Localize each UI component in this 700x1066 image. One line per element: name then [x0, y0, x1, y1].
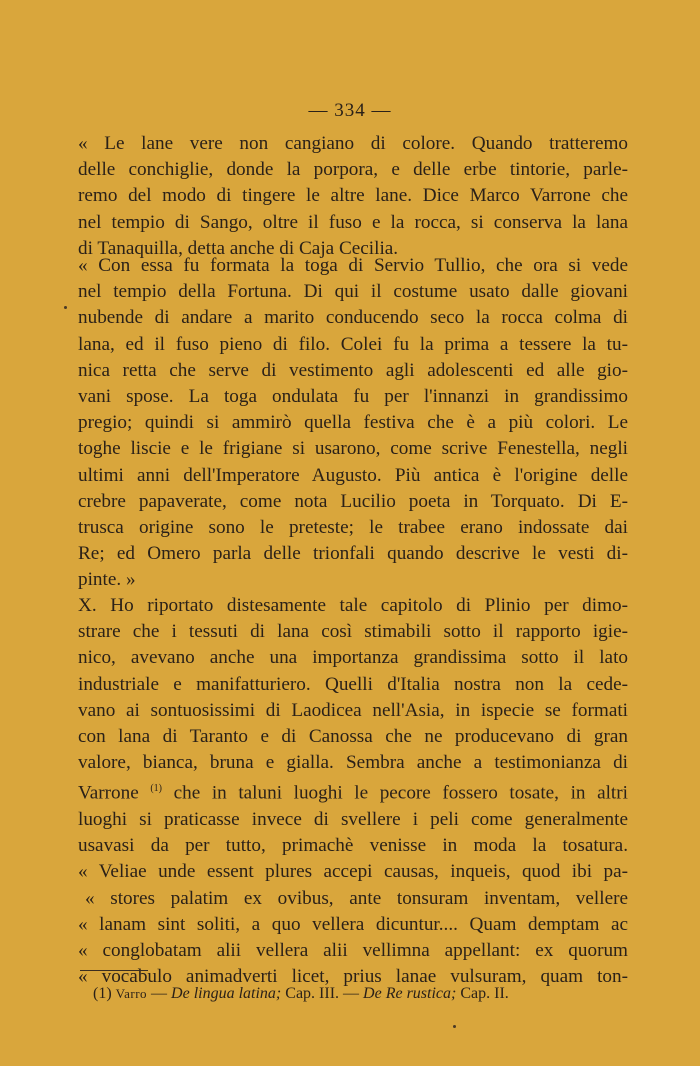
footnote-marker: (1): [93, 985, 112, 1002]
text-line: « Con essa fu formata la toga di Servio Tullio, che ora si vede: [78, 255, 628, 276]
footnote-work-title: De lingua latina;: [171, 985, 282, 1002]
text-line: « Le lane vere non cangiano di colore. Quando tratteremo: [78, 133, 628, 154]
text-line: pregio; quindi si ammirò quella festiva che è a più colori. Le: [78, 412, 628, 434]
footnote-reference: (1): [150, 783, 162, 795]
text-line: trusca origine sono le preteste; le trabee erano indossate dai: [78, 517, 628, 539]
footnote-chapter: Cap. II.: [460, 985, 509, 1002]
text-line: nico, avevano anche una importanza grandissima sotto il lato: [78, 647, 628, 669]
text-line-with-footnote-ref: [78, 776, 628, 807]
paper-speck: [453, 1025, 456, 1028]
text-segment: Varrone: [78, 782, 139, 804]
paragraph-3: [78, 593, 628, 990]
text-line: « stores palatim ex ovibus, ante tonsuram inventam, vellere: [85, 887, 628, 909]
footnote-dash: —: [151, 985, 168, 1002]
text-line: vani spose. La toga ondulata fu per l'innanzi in grandissimo: [78, 386, 628, 408]
footnote-chapter: Cap. III.: [285, 985, 340, 1002]
text-line: « vocabulo animadverti licet, prius lanae vulsuram, quam ton-: [78, 966, 628, 988]
footnote-separator: [80, 970, 148, 971]
text-line: ultimi anni dell'Imperatore Augusto. Più antica è l'origine delle: [78, 464, 628, 486]
text-line: lana, ed il fuso pieno di filo. Colei fu la prima a tessere la tu-: [78, 333, 628, 355]
text-line: nel tempio della Fortuna. Di qui il costume usato dalle giovani: [78, 281, 628, 303]
text-line: industriale e manifatturiero. Quelli d'Italia nostra non la cede-: [78, 673, 628, 695]
text-line: crebre papaverate, come nota Lucilio poeta in Torquato. Di E-: [78, 490, 628, 512]
footnote: [93, 985, 509, 1003]
paragraph-1: [78, 131, 628, 262]
text-line: toghe liscie e le frigiane si usarono, come scrive Fenestella, negli: [78, 438, 628, 460]
page-number: — 334 —: [308, 100, 392, 121]
text-line: X. Ho riportato distesamente tale capitolo di Plinio per dimo-: [78, 595, 628, 616]
text-line: nubende di andare a marito conducendo seco la rocca colma di: [78, 307, 628, 329]
text-line: pinte. »: [78, 569, 136, 591]
text-line: luoghi si praticasse invece di svellere i peli come generalmente: [78, 809, 628, 831]
footnote-dash: —: [343, 985, 360, 1002]
text-line: « lanam sint soliti, a quo vellera dicuntur.... Quam demptam ac: [78, 913, 628, 935]
paragraph-2: [78, 253, 628, 594]
text-line: delle conchiglie, donde la porpora, e delle erbe tintorie, parle-: [78, 159, 628, 181]
text-line: « Veliae unde essent plures accepi causas, inqueis, quod ibi pa-: [78, 861, 628, 883]
footnote-work-title: De Re rustica;: [363, 985, 457, 1002]
text-line: « conglobatam alii vellera alii vellimna appellant: ex quorum: [78, 940, 628, 962]
text-line: nica retta che serve di vestimento agli adolescenti ed alle gio-: [78, 359, 628, 381]
text-line: con lana di Taranto e di Canossa che ne producevano di gran: [78, 726, 628, 748]
text-line: valore, bianca, bruna e gialla. Sembra anche a testimonianza di: [78, 752, 628, 774]
text-line: Re; ed Omero parla delle trionfali quando descrive le vesti di-: [78, 543, 628, 565]
paper-speck: [64, 306, 67, 309]
footnote-author: Varro: [115, 986, 148, 1001]
text-line: di Tanaquilla, detta anche di Caja Cecilia.: [78, 237, 399, 259]
text-line: usavasi da per tutto, primachè venisse in moda la tosatura.: [78, 835, 628, 857]
text-line: nel tempio di Sango, oltre il fuso e la rocca, si conserva la lana: [78, 211, 628, 233]
text-line: strare che i tessuti di lana così stimabili sotto il rapporto igie-: [78, 621, 628, 643]
text-line: remo del modo di tingere le altre lane. Dice Marco Varrone che: [78, 185, 628, 207]
text-line: vano ai sontuosissimi di Laodicea nell'Asia, in ispecie se formati: [78, 699, 628, 721]
text-segment: che in taluni luoghi le pecore fossero tosate, in altri: [173, 782, 628, 804]
